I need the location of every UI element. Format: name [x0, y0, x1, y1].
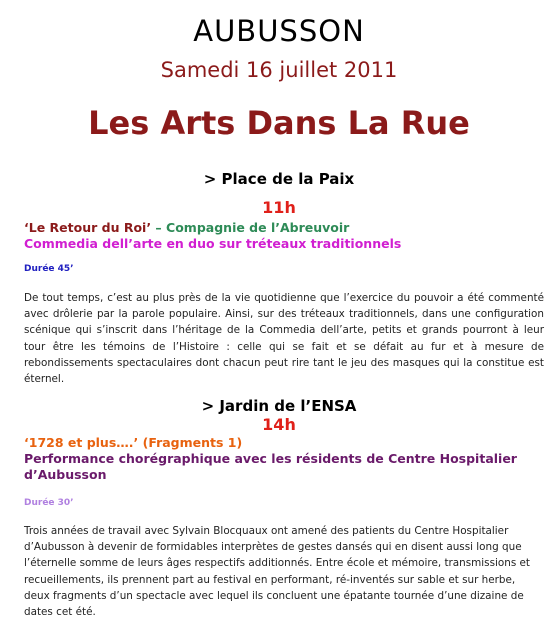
event2-subtitle-line2: d’Aubusson [24, 467, 107, 482]
city-heading: AUBUSSON [193, 14, 365, 48]
event1-company: Compagnie de l’Abreuvoir [166, 220, 350, 235]
event1-description: De tout temps, c’est au plus près de la vie quotidienne que l’exercice du pouvoir a été commenté avec drôlerie par la parole populaire. Ainsi, sur des tréteaux traditionnels, dans une configuration scénique qui s’inscrit dans l’héritage de la Commedia dell’arte, petits et grands pourront à leur tour être les témoins de l’Histoire : celle qui se fait et se défait au fur et à mesure de rebondissements spectaculaires dont chacun peut rire tant le jeu des masques qui la constitue est éternel. [24, 292, 544, 386]
event2-description-line: Trois années de travail avec Sylvain Blocquaux ont amené des patients du Centre Hospitalier [24, 525, 509, 537]
event1-show-title: ‘Le Retour du Roi’ [24, 220, 152, 235]
event1-title-line [24, 220, 544, 236]
event-date: Samedi 16 juillet 2011 [160, 58, 398, 82]
event1-time: 11h [262, 198, 296, 217]
event1-subtitle: Commedia dell’arte en duo sur tréteaux traditionnels [24, 236, 402, 251]
event1-duration: Durée 45’ [24, 264, 74, 274]
page-title: Les Arts Dans La Rue [88, 104, 470, 142]
event1-separator: – [151, 220, 167, 235]
event2-subtitle-line1: Performance chorégraphique avec les résidents de Centre Hospitalier [24, 451, 517, 466]
event2-description-line: recueillements, ils prennent part au festival en performant, ré-inventés sur sable et sur herbe, [24, 573, 516, 586]
event1-place: > Place de la Paix [203, 170, 355, 188]
event2-description-line: dates cet été. [24, 606, 96, 619]
event2-description-line: l’éternelle somme de leurs âges respectifs additionnés. Entre école et mémoire, transmissions et [24, 557, 531, 570]
event2-show-title: ‘1728 et plus….’ (Fragments 1) [24, 435, 243, 450]
event2-description-line: deux fragments d’un spectacle avec lequel ils concluent une épatante tournée d’une dizaine de [24, 589, 524, 602]
event2-description [24, 523, 544, 620]
event2-place: > Jardin de l’ENSA [201, 397, 357, 415]
event2-time: 14h [262, 415, 296, 434]
event2-description-line: d’Aubusson à devenir de formidables interprètes de gestes dansés qui en disent aussi long que [24, 541, 522, 554]
event2-duration: Durée 30’ [24, 498, 74, 508]
